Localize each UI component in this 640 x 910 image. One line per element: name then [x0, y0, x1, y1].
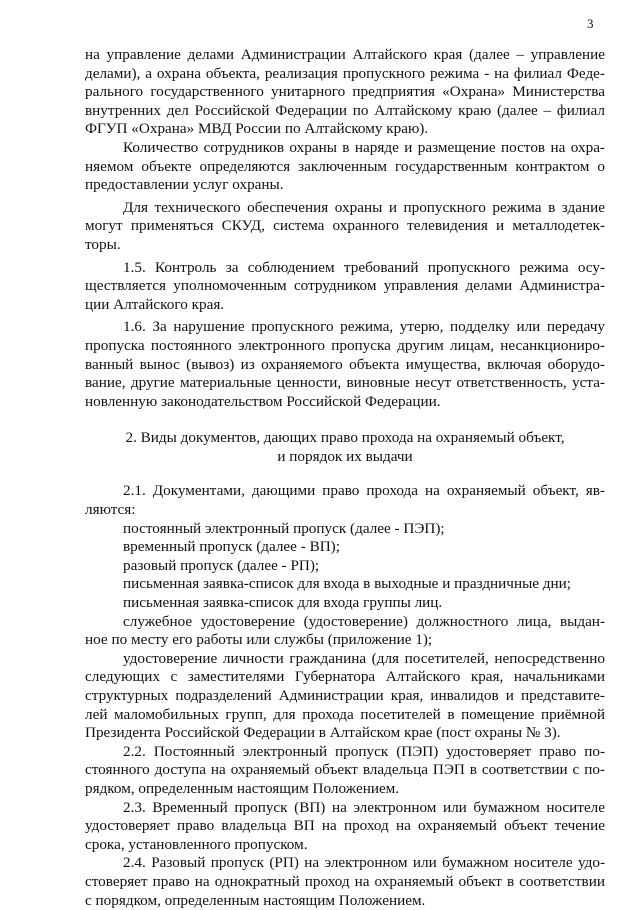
text-line: 2.2. Постоянный электронный пропуск (ПЭП) удостоверяет право по- — [123, 742, 605, 760]
text-line: удостоверение личности гражданина (для посетителей, непосредственно — [123, 649, 605, 667]
text-line: ляются: — [85, 501, 136, 519]
paragraph-2-4 — [85, 854, 605, 910]
text-line: ФГУП «Охрана» МВД России по Алтайскому краю). — [85, 120, 429, 138]
text-line: делами), а охрана объекта, реализация пропускного режима - на филиал Феде- — [85, 64, 605, 82]
text-line: вание, другие материальные ценности, виновные несут ответственность, уста- — [85, 374, 605, 392]
paragraph-identity — [85, 650, 605, 743]
text-line: 1.6. За нарушение пропускного режима, утерю, подделку или передачу — [123, 318, 605, 336]
text-line: ществляется уполномоченным сотрудником управления делами Администра- — [85, 277, 605, 295]
text-line: Для технического обеспечения охраны и пропускного режима в здание — [123, 198, 605, 216]
list-item: временный пропуск (далее - ВП); — [123, 538, 340, 556]
text-line: внутренних дел Российской Федерации по Алтайскому краю (далее – филиал — [85, 101, 605, 119]
document-types-list — [85, 520, 605, 613]
heading-line: 2. Виды документов, дающих право прохода на охраняемый объект, — [125, 429, 565, 447]
paragraph-continuation — [85, 46, 605, 139]
page-number: 3 — [587, 16, 594, 31]
text-line: 2.1. Документами, дающими право прохода на охраняемый объект, яв- — [123, 482, 605, 500]
paragraph-service-id — [85, 613, 605, 650]
section-heading — [85, 429, 605, 466]
text-line: рядком, определенным настоящим Положением. — [85, 779, 400, 797]
list-item: постоянный электронный пропуск (далее - ПЭП); — [123, 519, 445, 537]
text-line: няемом объекте определяются заключенным государственным контрактом о — [85, 157, 605, 175]
text-line: предоставлении услуг охраны. — [85, 176, 284, 194]
text-line: стоянного доступа на охраняемый объект владельца ПЭП в соответствии с по- — [85, 761, 605, 779]
heading-line: и порядок их выдачи — [277, 447, 413, 465]
text-line: с порядком, определенным настоящим Положением. — [85, 891, 426, 909]
list-item: письменная заявка-список для входа в выходные и праздничные дни; — [123, 575, 572, 593]
text-line: срока, установленного пропуском. — [85, 835, 308, 853]
list-item: разовый пропуск (далее - РП); — [123, 556, 320, 574]
text-line: пропуска постоянного электронного пропуска другим лицам, несанкциониро- — [85, 336, 605, 354]
text-line: на управление делами Администрации Алтайского края (далее – управление — [85, 46, 605, 63]
paragraph-1-5 — [85, 259, 605, 315]
text-line: 2.4. Разовый пропуск (РП) на электронном или бумажном носителе удо- — [123, 854, 605, 872]
document-body — [85, 46, 605, 910]
text-line: 1.5. Контроль за соблюдением требований пропускного режима осу- — [123, 258, 605, 276]
paragraph-1-6 — [85, 318, 605, 411]
text-line: ции Алтайского края. — [85, 295, 225, 313]
text-line: могут применяться СКУД, система охранного телевидения и металлодетек- — [85, 217, 605, 235]
text-line: ное по месту его работы или службы (приложение 1); — [85, 631, 433, 649]
text-line: следующих с заместителями Губернатора Алтайского края, начальниками — [85, 668, 605, 686]
text-line: Президента Российской Федерации в Алтайском крае (пост охраны № 3). — [85, 724, 561, 742]
paragraph-guard-count — [85, 139, 605, 195]
list-item: письменная заявка-список для входа группы лиц. — [123, 594, 443, 612]
text-line: служебное удостоверение (удостоверение) должностного лица, выдан- — [123, 612, 605, 630]
text-line: новленную законодательством Российской Федерации. — [85, 392, 441, 410]
text-line: лей маломобильных групп, для прохода посетителей в помещение приёмной — [85, 705, 605, 723]
text-line: 2.3. Временный пропуск (ВП) на электронном или бумажном носителе — [123, 798, 605, 816]
paragraph-technical — [85, 199, 605, 255]
text-line: стоверяет право на однократный проход на охраняемый объект в соответствии — [85, 872, 605, 890]
paragraph-2-3 — [85, 799, 605, 855]
text-line: ванный вынос (вывоз) из охраняемого объекта имущества, включая оборудо- — [85, 355, 605, 373]
paragraph-2-1 — [85, 482, 605, 519]
text-line: удостоверяет право владельца ВП на проход на охраняемый объект течение — [85, 817, 605, 835]
text-line: торы. — [85, 235, 121, 253]
text-line: рального государственного унитарного предприятия «Охрана» Министерства — [85, 83, 605, 101]
text-line: Количество сотрудников охраны в наряде и размещение постов на охра- — [123, 138, 605, 156]
paragraph-2-2 — [85, 743, 605, 799]
text-line: структурных подразделений Администрации края, инвалидов и представите- — [85, 687, 605, 704]
